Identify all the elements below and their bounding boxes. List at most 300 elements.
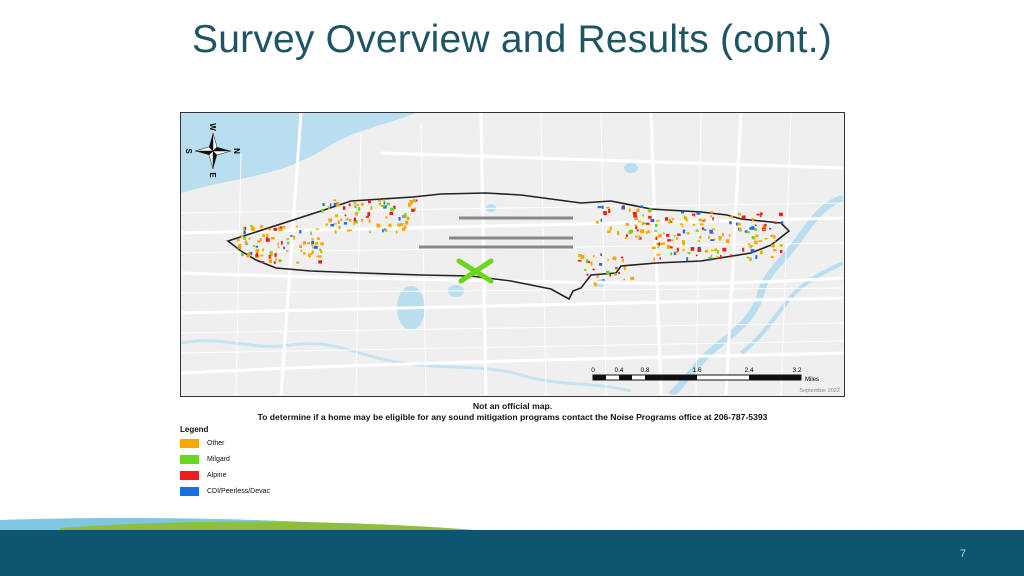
survey-point [344, 222, 347, 225]
survey-point [609, 274, 611, 276]
survey-point [674, 235, 676, 237]
survey-point [699, 236, 701, 239]
legend-item-milgard [180, 455, 380, 464]
survey-point [253, 245, 255, 247]
survey-point [722, 233, 724, 236]
survey-point [655, 237, 657, 240]
disclaimer-line-1: Not an official map. [472, 401, 553, 411]
survey-point [315, 242, 319, 245]
survey-point [675, 251, 678, 253]
survey-point [760, 212, 762, 215]
survey-point [303, 241, 306, 244]
survey-point [318, 255, 322, 257]
survey-point [322, 203, 324, 206]
survey-point [739, 228, 742, 232]
survey-point [388, 224, 391, 227]
survey-point [747, 257, 750, 259]
legend-title: Legend [180, 425, 209, 434]
survey-point [293, 236, 295, 240]
survey-point [696, 255, 698, 257]
survey-point [680, 223, 683, 225]
scale-unit: Miles [805, 377, 820, 383]
survey-point [630, 230, 633, 233]
survey-point [623, 279, 625, 281]
survey-point [713, 232, 715, 234]
date-stamp: September 2022 [799, 388, 840, 394]
survey-point [371, 206, 373, 210]
survey-point [756, 235, 759, 238]
survey-point [260, 255, 263, 257]
legend-label: Alpine [207, 472, 227, 479]
survey-point [683, 230, 685, 234]
survey-point [319, 249, 321, 251]
scale-tick: 0.4 [614, 367, 624, 374]
survey-point [330, 203, 332, 206]
survey-point [748, 243, 750, 245]
survey-point [643, 222, 646, 224]
survey-point [274, 261, 276, 264]
survey-point [672, 218, 674, 220]
survey-point [615, 267, 617, 269]
survey-point [368, 200, 371, 203]
survey-point [343, 206, 346, 210]
survey-point [385, 229, 387, 232]
survey-point [334, 223, 336, 225]
survey-point [243, 228, 245, 230]
survey-point [704, 219, 707, 221]
survey-point [269, 255, 271, 259]
survey-point [299, 245, 302, 248]
survey-point [755, 225, 757, 227]
survey-point [266, 234, 268, 238]
survey-point [287, 242, 289, 245]
survey-point [408, 203, 411, 206]
survey-point [607, 230, 610, 233]
survey-point [646, 231, 648, 234]
survey-point [594, 283, 597, 287]
survey-point [717, 250, 719, 254]
survey-point [688, 252, 691, 254]
survey-point [754, 228, 757, 231]
survey-point [642, 214, 644, 216]
survey-point [731, 215, 734, 218]
survey-point [649, 209, 652, 213]
survey-point [340, 219, 342, 221]
survey-point [749, 245, 752, 248]
survey-point [316, 228, 318, 230]
survey-point [760, 251, 763, 255]
survey-point [586, 259, 588, 263]
survey-point [413, 199, 416, 202]
survey-point [250, 225, 253, 227]
survey-point [668, 220, 671, 223]
survey-point [621, 257, 623, 259]
survey-point [773, 249, 776, 251]
survey-point [685, 220, 688, 222]
survey-point [708, 236, 710, 239]
survey-point [726, 239, 730, 243]
survey-point [617, 231, 619, 235]
survey-point [738, 223, 740, 226]
survey-point [390, 212, 394, 215]
survey-point [751, 249, 755, 253]
survey-point [636, 209, 639, 212]
survey-point [271, 237, 275, 240]
survey-point [357, 204, 359, 206]
legend-swatch [180, 455, 199, 464]
survey-point [610, 226, 612, 230]
legend-swatch [180, 471, 199, 480]
survey-point [336, 203, 340, 206]
legend-item-alpine [180, 471, 380, 480]
survey-point [416, 200, 418, 202]
survey-point [268, 228, 271, 230]
survey-point [751, 226, 754, 230]
survey-point [698, 219, 702, 222]
survey-point [779, 213, 783, 217]
survey-point [715, 248, 718, 251]
compass-east: E [208, 172, 217, 178]
survey-point [244, 237, 247, 240]
survey-point [639, 235, 641, 239]
survey-point [692, 214, 695, 216]
survey-point [624, 267, 627, 269]
survey-point [281, 241, 283, 245]
survey-point [654, 230, 657, 232]
noise-program-map [180, 112, 845, 397]
survey-point [770, 235, 773, 237]
survey-point [710, 239, 714, 241]
survey-point [700, 223, 704, 225]
survey-point [255, 255, 258, 257]
survey-point [665, 217, 668, 221]
survey-point [310, 231, 312, 235]
survey-point [648, 216, 651, 219]
survey-point [640, 229, 642, 232]
scale-tick: 0 [591, 367, 595, 374]
survey-point [402, 227, 406, 230]
survey-point [277, 242, 279, 245]
survey-point [328, 218, 332, 222]
survey-point [320, 242, 324, 245]
survey-point [745, 230, 748, 232]
survey-point [398, 217, 400, 221]
survey-point [738, 213, 741, 216]
survey-point [755, 255, 757, 259]
survey-point [742, 248, 744, 252]
legend-label: Milgard [207, 456, 230, 463]
survey-point [597, 275, 600, 277]
survey-point [629, 209, 631, 213]
survey-point [660, 257, 662, 259]
survey-point [658, 234, 662, 237]
survey-point [312, 247, 314, 249]
survey-point [349, 219, 352, 222]
survey-point [657, 247, 659, 249]
survey-point [709, 230, 713, 234]
survey-point [397, 223, 401, 226]
survey-point [383, 199, 385, 201]
survey-point [581, 255, 585, 259]
survey-point [296, 226, 298, 228]
survey-point [358, 207, 360, 211]
survey-point [704, 229, 706, 231]
survey-point [613, 257, 617, 261]
survey-point [286, 238, 289, 240]
survey-point [312, 251, 314, 254]
survey-point [682, 240, 685, 243]
compass-south: S [184, 148, 193, 154]
legend-item-other [180, 439, 380, 448]
footer-band [0, 530, 1024, 576]
survey-point [584, 269, 586, 271]
scale-tick: 0.8 [640, 367, 650, 374]
survey-point [384, 201, 386, 204]
survey-point [667, 245, 671, 249]
survey-point [275, 258, 277, 261]
survey-point [243, 230, 245, 234]
survey-point [686, 257, 688, 261]
survey-point [378, 200, 381, 202]
survey-point [274, 253, 276, 257]
survey-point [390, 208, 394, 211]
survey-point [687, 232, 690, 234]
survey-point [369, 231, 371, 234]
survey-point [411, 209, 415, 212]
scale-tick: 3.2 [792, 367, 802, 374]
survey-point [752, 236, 754, 239]
survey-point [353, 221, 355, 225]
survey-point [681, 211, 684, 213]
survey-point [638, 221, 641, 223]
survey-point [382, 229, 384, 232]
survey-point [640, 206, 643, 209]
survey-point [652, 247, 656, 250]
survey-point [260, 238, 262, 241]
survey-point [367, 212, 370, 216]
survey-point [599, 263, 602, 266]
survey-point [683, 249, 685, 251]
survey-point [317, 237, 320, 240]
survey-point [626, 223, 630, 226]
survey-point [366, 216, 369, 218]
survey-point [361, 219, 363, 222]
survey-point [280, 226, 283, 228]
survey-point [696, 230, 699, 232]
survey-point [677, 234, 681, 236]
survey-point [590, 262, 592, 266]
survey-point [338, 221, 340, 225]
survey-point [710, 215, 712, 217]
survey-point [774, 241, 776, 243]
survey-point [781, 221, 784, 224]
legend-swatch [180, 487, 199, 496]
survey-point [312, 238, 314, 240]
survey-point [237, 239, 240, 242]
survey-point [633, 212, 637, 214]
survey-point [661, 243, 665, 245]
survey-point [376, 224, 380, 228]
survey-point [677, 248, 679, 252]
survey-point [603, 211, 607, 215]
survey-point [749, 257, 752, 261]
survey-point [403, 214, 407, 217]
survey-point [278, 259, 281, 262]
disclaimer-line-2: To determine if a home may be eligible for any sound mitigation programs contact the Noise Programs office at 206-787-5393 [257, 412, 768, 422]
survey-point [299, 230, 301, 233]
slide-title: Survey Overview and Results (cont.) [192, 18, 832, 61]
survey-point [247, 253, 250, 257]
survey-point [318, 260, 322, 263]
survey-point [262, 234, 265, 237]
survey-point [757, 214, 760, 216]
survey-point [711, 250, 714, 252]
survey-point [637, 230, 639, 232]
survey-point [586, 274, 588, 276]
survey-point [670, 252, 672, 255]
survey-point [385, 216, 387, 218]
survey-point [345, 219, 347, 221]
survey-point [712, 217, 714, 221]
survey-point [333, 200, 337, 202]
survey-point [593, 255, 595, 257]
survey-point [257, 240, 260, 242]
survey-point [608, 209, 610, 213]
survey-point [602, 206, 604, 209]
survey-point [742, 216, 746, 220]
survey-point [379, 203, 381, 206]
survey-point [256, 246, 258, 248]
survey-point [626, 234, 628, 237]
survey-point [758, 240, 762, 242]
survey-point [262, 248, 264, 251]
legend-label: CDI/Peerless/Devac [207, 488, 271, 495]
survey-point [245, 242, 248, 244]
survey-point [646, 223, 650, 225]
survey-point [396, 231, 398, 234]
survey-point [273, 228, 277, 231]
survey-point [670, 246, 672, 248]
survey-point [303, 252, 305, 255]
survey-point [622, 259, 624, 262]
survey-point [656, 254, 660, 256]
survey-point [614, 273, 617, 275]
survey-point [301, 250, 303, 252]
survey-point [658, 242, 660, 246]
map-disclaimer [180, 401, 845, 423]
survey-point [261, 261, 264, 263]
survey-point [283, 247, 285, 250]
survey-point [764, 224, 766, 227]
survey-point [270, 251, 273, 253]
scale-tick: 2.4 [744, 367, 754, 374]
survey-point [722, 248, 726, 252]
survey-point [381, 205, 385, 207]
survey-point [414, 208, 416, 212]
survey-point [290, 235, 292, 237]
survey-point [601, 219, 603, 222]
survey-point [710, 211, 713, 213]
survey-point [717, 256, 719, 258]
survey-point [387, 203, 390, 206]
survey-point [241, 235, 244, 238]
survey-point [663, 233, 665, 235]
survey-point [321, 209, 323, 213]
survey-point [607, 259, 609, 261]
survey-point [308, 254, 311, 258]
survey-point [760, 215, 762, 217]
survey-point [349, 204, 351, 206]
map-lake [624, 163, 638, 173]
survey-point [754, 241, 758, 245]
survey-point [361, 203, 364, 206]
survey-point [654, 258, 656, 262]
survey-point [311, 241, 314, 244]
survey-point [702, 227, 704, 230]
survey-point [335, 230, 337, 234]
compass-north: N [232, 148, 241, 154]
survey-point [633, 214, 637, 218]
survey-point [598, 206, 602, 208]
page-number: 7 [959, 548, 966, 560]
survey-point [684, 217, 687, 220]
survey-point [596, 221, 598, 224]
survey-point [239, 244, 242, 247]
survey-point [260, 225, 263, 228]
survey-point [354, 218, 356, 222]
survey-point [606, 207, 610, 209]
survey-point [729, 221, 731, 224]
survey-point [269, 259, 272, 263]
survey-point [618, 272, 620, 274]
survey-point [578, 260, 582, 262]
survey-point [249, 238, 251, 240]
survey-point [600, 253, 602, 256]
survey-point [335, 214, 338, 217]
legend-item-cdi [180, 487, 380, 496]
survey-point [718, 236, 721, 239]
survey-point [780, 244, 783, 246]
survey-point [593, 269, 595, 271]
survey-point [251, 227, 255, 231]
survey-point [625, 237, 627, 239]
survey-point [752, 218, 754, 222]
survey-point [780, 250, 783, 253]
survey-point [697, 249, 701, 252]
survey-point [667, 239, 671, 242]
legend-label: Other [207, 440, 225, 447]
survey-point [666, 234, 669, 237]
survey-point [696, 212, 700, 215]
survey-point [774, 222, 778, 224]
survey-point [635, 224, 637, 226]
survey-point [705, 250, 708, 253]
survey-point [656, 220, 660, 222]
scale-tick: 1.6 [692, 367, 702, 374]
survey-point [676, 237, 678, 240]
survey-point [369, 219, 371, 223]
survey-point [347, 230, 350, 232]
survey-point [655, 224, 658, 227]
survey-point [328, 206, 330, 209]
survey-point [630, 277, 634, 280]
survey-point [651, 219, 655, 222]
survey-point [345, 215, 347, 217]
survey-point [256, 249, 260, 253]
survey-point [405, 221, 408, 225]
survey-point [623, 205, 625, 209]
survey-point [355, 212, 358, 216]
